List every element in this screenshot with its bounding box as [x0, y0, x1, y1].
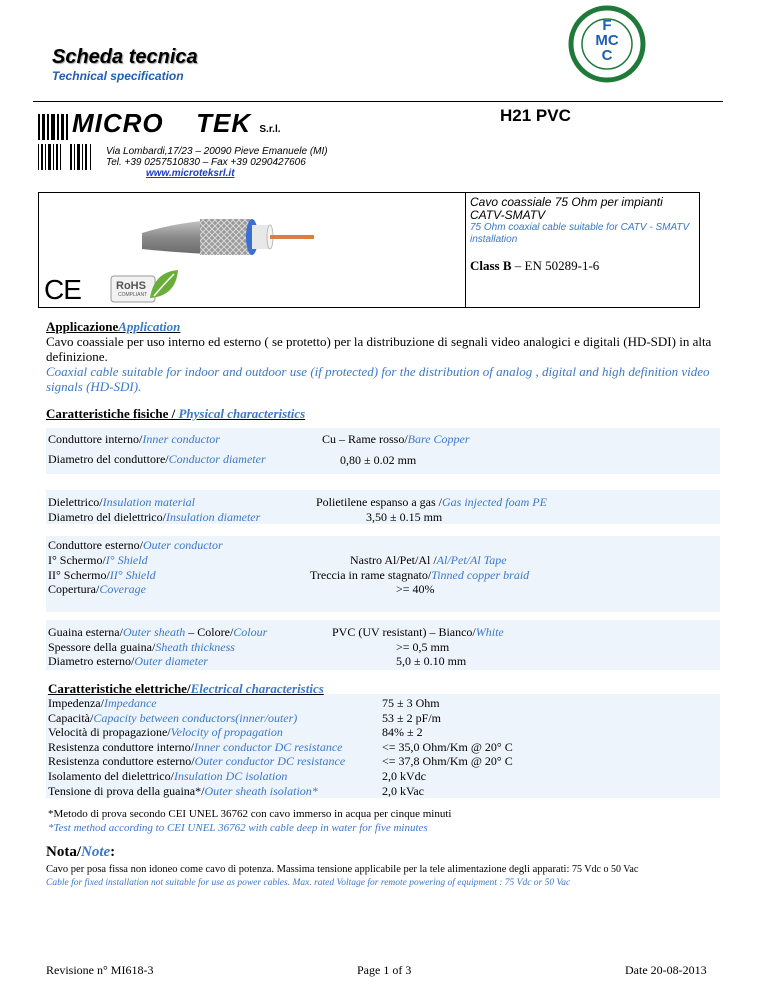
product-box-divider [465, 192, 466, 308]
elec-row-value: <= 35,0 Ohm/Km @ 20° C [382, 739, 513, 754]
logo-tek: TEK [196, 108, 252, 138]
elec-row-label: Impedenza/Impedance [48, 696, 157, 710]
coverage-value: >= 40% [396, 582, 435, 596]
electrical-heading: Caratteristiche elettriche/Electrical characteristics [48, 681, 324, 696]
elec-row-label: Tensione di prova della guaina*/Outer sheath isolation* [48, 783, 318, 798]
insulation-diameter-label: Diametro del dielettrico/Insulation diameter [48, 510, 261, 524]
fmc-letters-mc: MC [595, 32, 619, 49]
shield1-value: Nastro Al/Pet/Al /Al/Pet/Al Tape [350, 553, 507, 567]
outer-sheath-value: PVC (UV resistant) – Bianco/White [332, 625, 504, 639]
rohs-badge [110, 268, 182, 304]
conductor-diameter-label: Diametro del conduttore/Conductor diameter [48, 452, 266, 466]
rohs-sub: COMPLIANT [118, 292, 148, 298]
company-website-link[interactable]: www.microteksrl.it [146, 168, 235, 179]
fmc-letter-f: F [602, 17, 612, 34]
elec-row-label: Capacità/Capacity between conductors(inner/outer) [48, 710, 298, 725]
shield1-label: I° Schermo/I° Shield [48, 553, 148, 567]
application-text-en: Coaxial cable suitable for indoor and outdoor use (if protected) for the distribution of analog , digital and high definition video signals (HD-SDI). [46, 364, 710, 394]
document-title: Scheda tecnica [52, 46, 198, 68]
elec-row-label: Velocità di propagazione/Velocity of propagation [48, 725, 283, 740]
fmc-letter-c: C [601, 47, 613, 64]
inner-conductor-label: Conduttore interno/Inner conductor [48, 432, 220, 446]
outer-diameter-label: Diametro esterno/Outer diameter [48, 654, 208, 668]
sheath-thickness-label: Spessore della guaina/Sheath thickness [48, 640, 235, 654]
product-class [470, 258, 599, 274]
product-code: H21 PVC [500, 106, 571, 125]
insulation-material-label: Dielettrico/Insulation material [48, 495, 195, 509]
elec-row-label: Isolamento del dielettrico/Insulation DC isolation [48, 768, 288, 783]
barcode-icon-small [38, 144, 100, 172]
test-note-en: *Test method according to CEI UNEL 36762 with cable deep in water for five minutes [48, 822, 428, 834]
coverage-label: Copertura/Coverage [48, 582, 146, 596]
footer-date: Date 20-08-2013 [625, 963, 707, 977]
insulation-material-value: Polietilene espanso a gas /Gas injected foam PE [316, 495, 547, 509]
elec-row-value: 75 ± 3 Ohm [382, 696, 440, 710]
company-phone: Tel. +39 0257510830 – Fax +39 0290427606 [106, 157, 306, 168]
nota-text-it: Cavo per posa fissa non idoneo come cavo di potenza. Massima tensione applicabile per la tele alimentazione degli apparati: 75 Vdc o 50 Vac [46, 864, 639, 875]
microtek-logo [38, 108, 281, 148]
inner-conductor-value: Cu – Rame rosso/Bare Copper [322, 432, 470, 446]
shield2-label: II° Schermo/II° Shield [48, 568, 156, 582]
outer-conductor-label: Conduttore esterno/Outer conductor [48, 538, 223, 552]
product-description-en: 75 Ohm coaxial cable suitable for CATV - SMATV installation [470, 222, 690, 245]
class-standard: – EN 50289-1-6 [511, 258, 600, 273]
elec-row-value: 84% ± 2 [382, 725, 423, 740]
application-heading: ApplicazioneApplication [46, 319, 181, 334]
footer-page: Page 1 of 3 [357, 963, 412, 977]
document-subtitle: Technical specification [52, 69, 184, 83]
elec-row-value: 2,0 kVdc [382, 768, 426, 783]
elec-row-label: Resistenza conduttore interno/Inner conductor DC resistance [48, 739, 343, 754]
electrical-values [382, 696, 513, 798]
fmc-logo [556, 4, 658, 84]
header-divider [33, 101, 723, 102]
insulation-diameter-value: 3,50 ± 0.15 mm [366, 510, 443, 524]
shield2-value: Treccia in rame stagnato/Tinned copper braid [310, 568, 530, 582]
outer-diameter-value: 5,0 ± 0.10 mm [396, 654, 467, 668]
outer-sheath-label: Guaina esterna/Outer sheath – Colore/Colour [48, 625, 268, 639]
electrical-labels [48, 696, 345, 798]
logo-suffix: S.r.l. [259, 124, 281, 135]
footer-revision: Revisione n° MI618-3 [46, 963, 154, 977]
logo-micro: MICRO [72, 108, 164, 138]
company-address: Via Lombardi,17/23 – 20090 Pieve Emanuele (MI) [106, 146, 328, 157]
elec-row-value: 53 ± 2 pF/m [382, 710, 441, 725]
cable-image [140, 205, 320, 265]
conductor-diameter-value: 0,80 ± 0.02 mm [340, 453, 417, 467]
elec-row-label: Resistenza conduttore esterno/Outer conductor DC resistance [48, 754, 346, 769]
product-description-it: Cavo coassiale 75 Ohm per impianti CATV-SMATV [470, 195, 663, 222]
nota-heading: Nota/Note: [46, 844, 116, 860]
elec-row-value: <= 37,8 Ohm/Km @ 20° C [382, 754, 513, 769]
physical-heading: Caratteristiche fisiche / Physical characteristics [46, 406, 306, 421]
application-text-it: Cavo coassiale per uso interno ed esterno ( se protetto) per la distribuzione di segnali video analogici e digitali (HD-SDI) in alta definizione. [46, 334, 712, 364]
ce-mark-icon: CE [44, 274, 81, 305]
test-note-it: *Metodo di prova secondo CEI UNEL 36762 con cavo immerso in acqua per cinque minuti [48, 808, 452, 820]
sheath-thickness-value: >= 0,5 mm [396, 640, 450, 654]
rohs-label: RoHS [116, 280, 146, 292]
nota-text-en: Cable for fixed installation not suitable for use as power cables. Max. rated Voltage for remote powering of equipment : 75 Vdc or 50 Vac [46, 878, 571, 888]
elec-row-value: 2,0 kVac [382, 783, 424, 798]
class-label: Class B [470, 258, 512, 273]
